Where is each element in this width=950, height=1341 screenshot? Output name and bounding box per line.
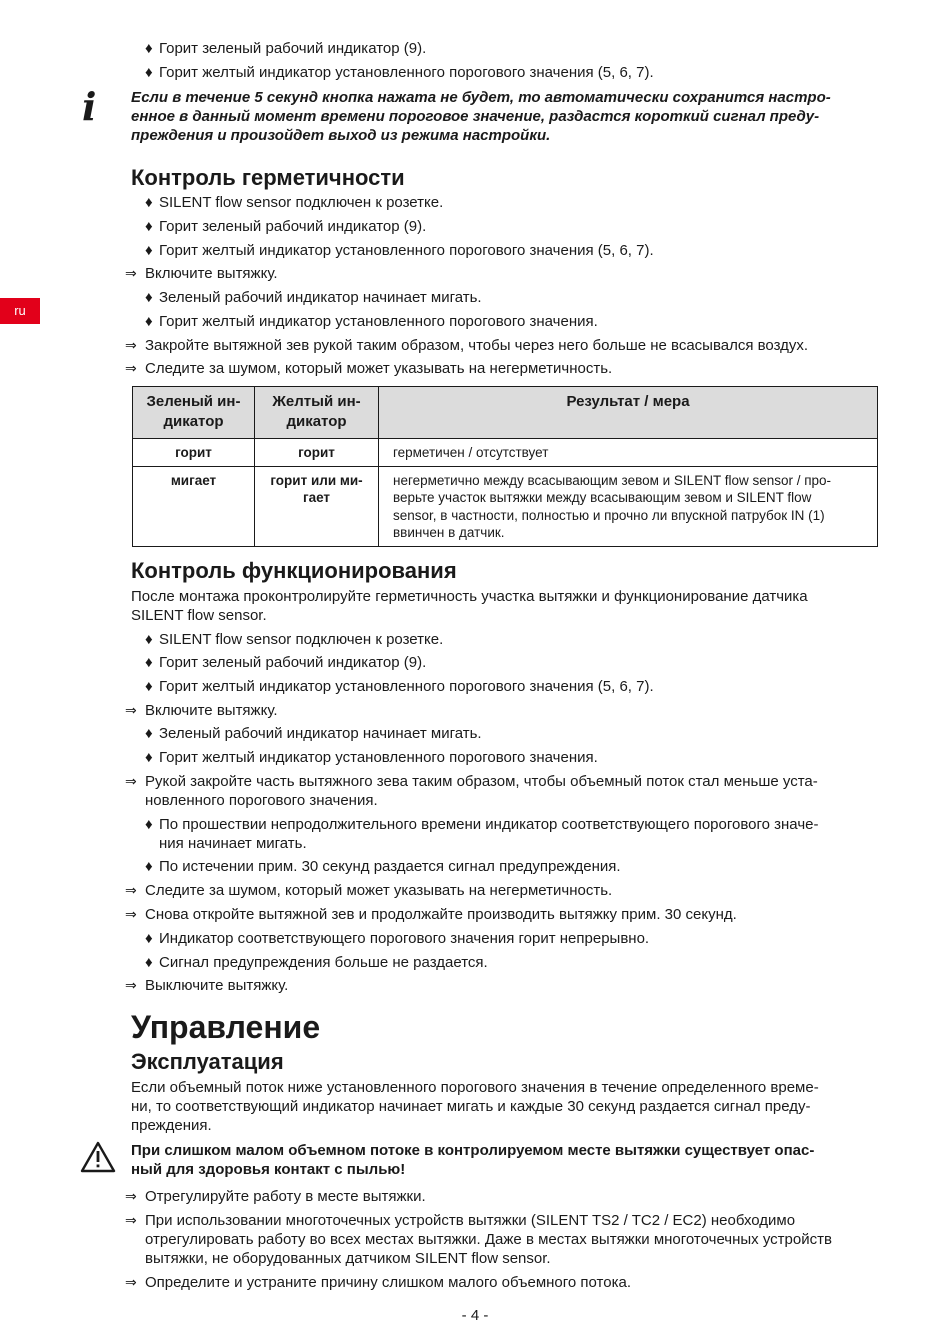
list-item: ♦ SILENT flow sensor подключен к розетке. (145, 194, 444, 211)
arrow-right-icon: ⇒ (125, 360, 137, 376)
list-item-continued: ния начинает мигать. (159, 835, 307, 852)
action-step: ⇒ Определите и устраните причину слишком малого объемного потока. (125, 1274, 631, 1291)
warning-text-line: ный для здоровья контакт с пылью! (131, 1161, 406, 1178)
paragraph-line: SILENT flow sensor. (131, 607, 267, 624)
leak-result-table (132, 386, 878, 547)
arrow-right-icon: ⇒ (125, 265, 137, 281)
list-item: ♦ Горит желтый индикатор установленного порогового значения (5, 6, 7). (145, 242, 654, 259)
arrow-right-icon: ⇒ (125, 1274, 137, 1290)
arrow-right-icon: ⇒ (125, 1212, 137, 1228)
action-step-continued: новленного порогового значения. (145, 792, 378, 809)
list-item: ♦ По истечении прим. 30 секунд раздается сигнал предупреждения. (145, 858, 621, 875)
info-note-line: Если в течение 5 секунд кнопка нажата не будет, то автоматически сохранится настро- (131, 89, 831, 106)
info-note-line: преждения и произойдет выход из режима настройки. (131, 127, 551, 144)
action-step: ⇒ Следите за шумом, который может указывать на негерметичность. (125, 360, 613, 377)
arrow-right-icon: ⇒ (125, 906, 137, 922)
arrow-right-icon: ⇒ (125, 337, 137, 353)
paragraph-line: После монтажа проконтролируйте герметичность участка вытяжки и функционирование датчика (131, 588, 808, 605)
info-note-line: енное в данный момент времени пороговое значение, раздастся короткий сигнал преду- (131, 108, 820, 125)
action-step: ⇒ Следите за шумом, который может указывать на негерметичность. (125, 882, 613, 899)
list-item: ♦ Сигнал предупреждения больше не раздается. (145, 954, 488, 971)
arrow-right-icon: ⇒ (125, 773, 137, 789)
section-title-function-test: Контроль функционирования (131, 558, 457, 583)
section-title-leak-test: Контроль герметичности (131, 165, 405, 190)
action-step: ⇒ Рукой закройте часть вытяжного зева таким образом, чтобы объемный поток стал меньше уста- (125, 773, 818, 790)
paragraph-line: преждения. (131, 1117, 212, 1134)
list-item: ♦ Горит зеленый рабочий индикатор (9). (145, 654, 427, 671)
action-step: ⇒ Отрегулируйте работу в месте вытяжки. (125, 1188, 426, 1205)
paragraph-line: ни, то соответствующий индикатор начинает мигать и каждые 30 секунд раздается сигнал преду- (131, 1098, 811, 1115)
list-item: ♦ Горит зеленый рабочий индикатор (9). (145, 218, 427, 235)
list-item-text: Горит желтый индикатор установленного порогового значения (5, 6, 7). (159, 64, 654, 81)
section-title-operation: Эксплуатация (131, 1049, 284, 1074)
table-row: горит горит герметичен / отсутствует (133, 439, 878, 467)
list-item: ♦ Зеленый рабочий индикатор начинает мигать. (145, 289, 482, 306)
action-step: ⇒ Закройте вытяжной зев рукой таким образом, чтобы через него больше не всасывался воздух. (125, 337, 809, 354)
action-step: ⇒ Включите вытяжку. (125, 702, 278, 719)
arrow-right-icon: ⇒ (125, 882, 137, 898)
info-icon: i (82, 84, 97, 129)
table-row: мигает горит или ми- гает негерметично между всасывающим зевом и SILENT flow sensor / про- верьте участок вытяжки между всасывающим зевом и SILENT flow sensor, в частности, полностью и прочно ли впускной патрубок IN (1) ввинчен в датчик. (133, 466, 878, 546)
list-item: ♦ Горит желтый индикатор установленного порогового значения. (145, 313, 598, 330)
action-step: ⇒ Выключите вытяжку. (125, 977, 289, 994)
col-green-indicator: Зеленый ин- дикатор (133, 387, 255, 439)
action-step: ⇒ Снова откройте вытяжной зев и продолжайте производить вытяжку прим. 30 секунд. (125, 906, 737, 923)
action-step: ⇒ Включите вытяжку. (125, 265, 278, 282)
page-number: - 4 - (461, 1307, 489, 1324)
col-result: Результат / мера (379, 387, 878, 439)
list-item: ♦ Индикатор соответствующего порогового значения горит непрерывно. (145, 930, 650, 947)
arrow-right-icon: ⇒ (125, 977, 137, 993)
action-step-continued: вытяжки, не оборудованных датчиком SILENT flow sensor. (145, 1250, 551, 1267)
action-step-continued: отрегулировать работу во всех местах вытяжки. Даже в местах вытяжки многоточечных устройств (145, 1231, 832, 1248)
chapter-title: Управление (131, 1009, 321, 1045)
warning-triangle-icon (80, 1141, 116, 1173)
paragraph-line: Если объемный поток ниже установленного порогового значения в течение определенного време- (131, 1079, 819, 1096)
list-item: ♦ SILENT flow sensor подключен к розетке. (145, 631, 444, 648)
arrow-right-icon: ⇒ (125, 1188, 137, 1204)
warning-text-line: При слишком малом объемном потоке в контролируемом месте вытяжки существует опас- (131, 1142, 815, 1159)
col-yellow-indicator: Желтый ин- дикатор (255, 387, 379, 439)
list-item: ♦ Горит зеленый рабочий индикатор (9). (145, 40, 427, 57)
list-item: ♦ Горит желтый индикатор установленного порогового значения. (145, 749, 598, 766)
language-tab: ru (0, 298, 40, 324)
table-header-row (133, 387, 878, 439)
list-item-text: Горит зеленый рабочий индикатор (9). (159, 40, 427, 57)
arrow-right-icon: ⇒ (125, 702, 137, 718)
list-item: ♦ По прошествии непродолжительного времени индикатор соответствующего порогового значе- (145, 816, 819, 833)
list-item: ♦ Горит желтый индикатор установленного порогового значения (5, 6, 7). (145, 678, 654, 695)
list-item: ♦ Горит желтый индикатор установленного порогового значения (5, 6, 7). (145, 64, 654, 81)
action-step: ⇒ При использовании многоточечных устройств вытяжки (SILENT TS2 / TC2 / EC2) необходимо (125, 1212, 796, 1229)
list-item: ♦ Зеленый рабочий индикатор начинает мигать. (145, 725, 482, 742)
